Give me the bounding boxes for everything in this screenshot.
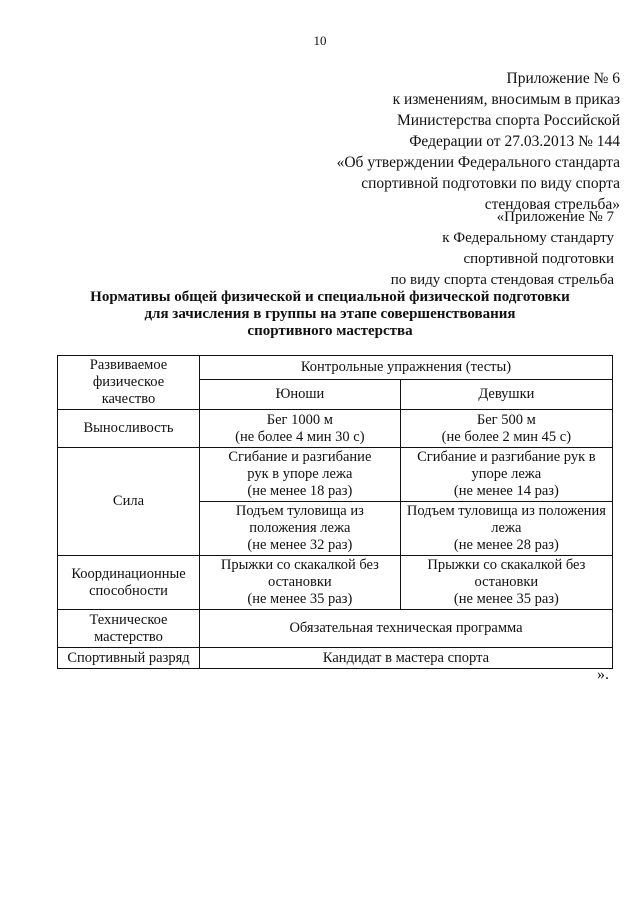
situps-boys-line: Подъем туловища из xyxy=(235,503,364,519)
rank-value-cell: Кандидат в мастера спорта xyxy=(199,648,612,669)
pushups-girls-cell xyxy=(400,448,612,502)
annex-7-line: спортивной подготовки xyxy=(463,251,614,267)
endurance-girls-line: Бег 500 м xyxy=(476,411,536,428)
pushups-girls-line: Сгибание и разгибание рук в xyxy=(417,449,596,465)
endurance-boys-line: Бег 1000 м xyxy=(266,411,333,428)
pushups-boys-line: Сгибание и разгибание xyxy=(228,449,372,465)
pushups-boys-line: рук в упоре лежа xyxy=(247,466,353,482)
header-tests-cell: Контрольные упражнения (тесты) xyxy=(199,356,612,380)
coordination-girls-line: (не менее 35 раз) xyxy=(453,591,559,607)
coordination-girls-line: остановки xyxy=(474,574,539,590)
technique-value-cell: Обязательная техническая программа xyxy=(199,610,612,648)
header-quality-cell xyxy=(58,356,200,410)
situps-girls-line: (не менее 28 раз) xyxy=(453,537,559,553)
header-quality-line: физическое xyxy=(92,374,165,390)
strength-row-pushups xyxy=(58,448,613,502)
annex-6-line: спортивной подготовки по виду спорта xyxy=(361,175,620,192)
pushups-boys-cell xyxy=(199,448,400,502)
title-line: Нормативы общей физической и специальной физической подготовки xyxy=(90,289,570,305)
situps-girls-line: лежа xyxy=(491,520,522,536)
coordination-quality-cell xyxy=(58,556,200,610)
situps-girls-line: Подъем туловища из положения xyxy=(406,503,606,519)
coordination-quality-line: Координационные xyxy=(71,565,186,582)
coordination-girls-cell xyxy=(400,556,612,610)
annex-7-line: «Приложение № 7 xyxy=(496,209,614,225)
technique-row xyxy=(58,610,613,648)
situps-girls-cell xyxy=(400,502,612,556)
endurance-row xyxy=(58,410,613,448)
header-row xyxy=(58,356,613,380)
annex-7-line: по виду спорта стендовая стрельба xyxy=(390,272,614,288)
situps-boys-line: (не менее 32 раз) xyxy=(247,537,353,553)
annex-6-line: Министерства спорта Российской xyxy=(396,112,620,129)
coordination-boys-line: остановки xyxy=(268,574,332,590)
technique-quality-cell xyxy=(58,610,200,648)
coordination-quality-line: способности xyxy=(89,582,168,599)
coordination-boys-cell xyxy=(199,556,400,610)
header-quality-line: качество xyxy=(101,391,156,407)
coordination-boys-line: (не менее 35 раз) xyxy=(247,591,353,607)
endurance-boys-line: (не более 4 мин 30 с) xyxy=(235,428,365,445)
situps-boys-line: положения лежа xyxy=(249,520,351,536)
header-boys-cell: Юноши xyxy=(199,379,400,409)
header-quality-line: Развиваемое xyxy=(89,357,168,373)
strength-quality-cell: Сила xyxy=(58,448,200,556)
annex-6-line: Приложение № 6 xyxy=(506,70,620,87)
annex-6-line: Федерации от 27.03.2013 № 144 xyxy=(409,133,620,150)
annex-6-line: «Об утверждении Федерального стандарта xyxy=(336,154,620,171)
technique-quality-line: Техническое xyxy=(89,611,168,628)
technique-quality-line: мастерство xyxy=(94,628,163,645)
coordination-row xyxy=(58,556,613,610)
endurance-quality-cell: Выносливость xyxy=(58,410,200,448)
annex-7-line: к Федеральному стандарту xyxy=(442,230,614,246)
rank-row xyxy=(58,648,613,669)
annex-7-header xyxy=(214,207,614,291)
header-girls-cell: Девушки xyxy=(400,379,612,409)
closing-quote-mark: ». xyxy=(597,666,609,683)
pushups-boys-line: (не менее 18 раз) xyxy=(247,483,353,499)
rank-quality-cell: Спортивный разряд xyxy=(58,648,200,669)
endurance-boys-cell xyxy=(199,410,400,448)
endurance-girls-cell xyxy=(400,410,612,448)
pushups-girls-line: (не менее 14 раз) xyxy=(453,483,559,499)
situps-boys-cell xyxy=(199,502,400,556)
standards-table xyxy=(57,355,613,669)
coordination-girls-line: Прыжки со скакалкой без xyxy=(427,557,586,573)
annex-6-line: к изменениям, вносимым в приказ xyxy=(392,91,620,108)
document-title xyxy=(60,289,600,340)
coordination-boys-line: Прыжки со скакалкой без xyxy=(220,557,379,573)
title-line: спортивного мастерства xyxy=(247,323,413,339)
endurance-girls-line: (не более 2 мин 45 с) xyxy=(441,428,572,445)
title-line: для зачисления в группы на этапе совершенствования xyxy=(144,306,516,322)
annex-6-header xyxy=(220,68,620,215)
page-number: 10 xyxy=(313,33,327,48)
annex-6-line: стендовая стрельба» xyxy=(484,196,620,213)
pushups-girls-line: упоре лежа xyxy=(471,466,542,482)
